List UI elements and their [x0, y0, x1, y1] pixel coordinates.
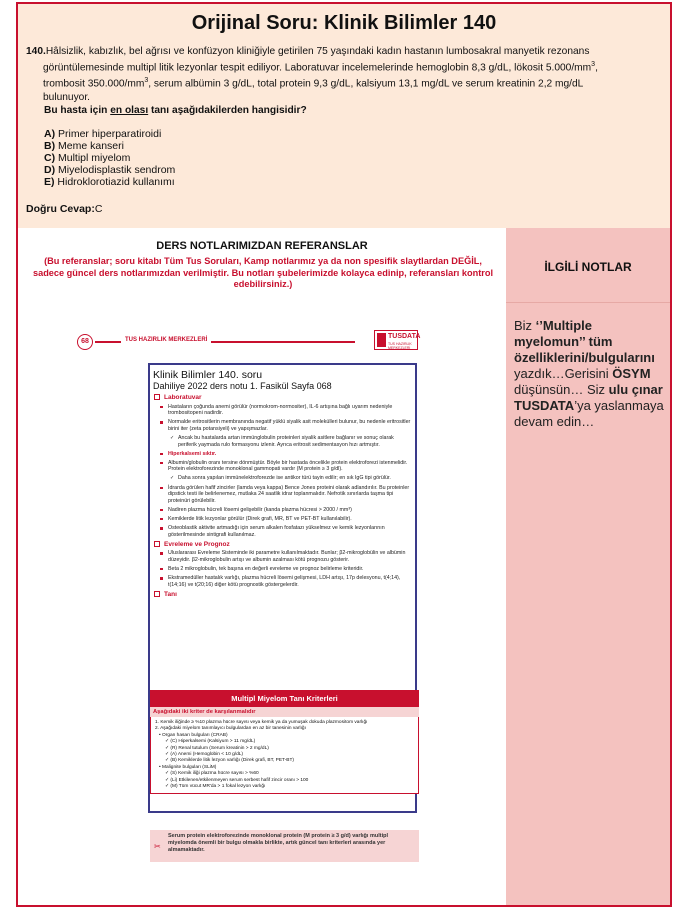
reference-box-subtitle: Dahiliye 2022 ders notu 1. Fasikül Sayfa 068	[153, 381, 332, 391]
section-tani: Tanı	[154, 591, 412, 599]
question-number: 140.	[26, 46, 46, 57]
option-c[interactable]: C) Multipl miyelom	[44, 152, 131, 164]
option-a[interactable]: A) Primer hiperparatiroidi	[44, 128, 162, 140]
question-text: 140.Hâlsizlik, kabızlık, bel ağrısı ve konfüzyon kliniğiyle getirilen 75 yaşındaki kadın hastanın lumbosakral manyetik rezonans görüntülemesinde multipl litik lezyonlar tespit ediliyor. Laboratuvar incelemelerinde hemoglobin 8,3 g/dL, lökosit $5.000/mm^3$, trombosit $350.000/mm^3$, serum albümin 3 g/dL, total protein 9,3 g/dL, kalsiyum 13,1 mg/dL ve serum kreatinin 2,2 mg/dL bulunuyor. Bu hasta için en olası tanı aşağıdakilerden hangisidir?	[26, 45, 626, 117]
criteria-line: 2. Aşağıdaki miyelom tanımlayıcı bulgulardan en az bir tanesinin varlığı	[155, 726, 306, 732]
notes-header	[506, 228, 670, 303]
criteria-line: ✓ (A) Anemi (Hemoglobin < 10 g/dL)	[165, 752, 244, 758]
notes-text: Biz ‘’Multiple myelomun’’ tüm özelliklerini/bulgularını yazdık…Gerisini ÖSYM düşünsün… Siz ulu çınar TUSDATA’ya yaslanmaya devam edin…	[514, 318, 664, 429]
option-e[interactable]: E) Hidroklorotiazid kullanımı	[44, 176, 175, 188]
section-evreleme: Evreleme ve Prognoz	[154, 541, 412, 549]
tusdata-logo: TUSDATA TUS HAZIRLIK MERKEZLERİ	[374, 330, 418, 350]
list-item: Osteoblastik aktivite artmadığı için serum alkalen fosfatazı yükselmez ve kemik lezyonlarının gösterilmesinde sintigrafi kullanılmaz.	[154, 525, 412, 538]
list-item: Albumin/globulin oranı tersine dönmüştür. Böyle bir hastada öncelikle protein elektroforezi istenmelidir. Protein elektroforezinde monoklonal gammopati vardır (M protein ≥ 3 g/dl).	[154, 460, 412, 473]
references-column	[18, 228, 506, 905]
diagnostic-criteria-table	[150, 690, 419, 794]
criteria-header: Multipl Miyelom Tanı Kriterleri	[150, 690, 419, 707]
reference-box	[148, 363, 417, 853]
list-item: Kemiklerde litik lezyonlar görülür (Direk grafi, MR, BT ve PET-BT kullanılabilir).	[154, 516, 412, 523]
notes-column	[506, 228, 670, 905]
page-title: Orijinal Soru: Klinik Bilimler 140	[191, 12, 497, 34]
checkbox-icon	[154, 541, 160, 547]
checkbox-icon	[154, 591, 160, 597]
criteria-subheader: Aşağıdaki iki kriter de karşılanmalıdır	[150, 707, 419, 717]
main-frame	[16, 2, 672, 907]
criteria-line: ✓ (C) Hiperkalsemi (Kalsiyum > 11 mg/dL)	[165, 739, 256, 745]
list-item: Uluslararası Evreleme Sisteminde iki parametre kullanılmaktadır. Bunlar; β2-mikroglobülin ve albümin düzeyidir. β2-mikroglobulin artışı ve albumin azalması kötü prognozu gösterir.	[154, 550, 412, 563]
list-item: Beta 2 mikroglobulin, tek başına en değerli evreleme ve prognoz belirleme kriteridir.	[154, 566, 412, 573]
sub-item: ✓ Ancak bu hastalarda artan immünglobulin proteinleri siyalik asitlere bağlanır ve sonuç olarak periferik yaymada rulo formasyonu izlenir. Ayrıca eritrosit sedimentasyon hızı artmıştır.	[154, 435, 412, 448]
list-item: Ekstramedüller hastalık varlığı, plazma hücreli lösemi gelişmesi, LDH artışı, 17p delesyonu, t(4;14), t(14;16) ve t(20;16) diğer kötü prognostik göstergelerdir.	[154, 575, 412, 588]
page-number: 68	[77, 334, 93, 350]
criteria-line: ✓ (Li) Etkilenen/etkilenmeyen serum serbest hafif zincir oranı > 100	[165, 777, 309, 783]
list-item: Normalde eritrositlerin membranında negatif yüklü siyalik asit molekülleri bulunur, bu nedenle eritrositler birini iter (zeta potansiyeli) ve yapışmazlar.	[154, 419, 412, 432]
sub-item: ✓ Daha sonra yapılan immünelektroforezde ise antikor türü tayin edilir; en sık IgG tipi görülür.	[154, 475, 412, 482]
list-item: Nadiren plazma hücreli lösemi gelişebilir (kanda plazma hücresi > 2000 / mm³)	[154, 507, 412, 514]
list-item: Hastaların çoğunda anemi görülür (normokrom-normositer), IL-6 artışına bağlı uyarım nedeniyle trombositopeni nadirdir.	[154, 404, 412, 417]
header-center-text: TUS HAZIRLIK MERKEZLERİ	[121, 337, 211, 343]
correct-answer: Doğru Cevap:C	[26, 203, 103, 215]
references-title: DERS NOTLARIMIZDAN REFERANSLAR	[156, 240, 368, 252]
list-item: İdrarda görülen hafif zincirler (lamda veya kappa) Bence Jones proteini olarak adlandırılır. Bu proteinler dipstick testi ile belirlenemez, mutlaka 24 saatlik idrar toplanmalıdır. Nefrotik sınırlarda taşma tipi proteinüri görülebilir.	[154, 485, 412, 505]
criteria-line: ✓ (B) Kemiklerde litik lezyon varlığı (Direk grafi, BT, PET-BT)	[165, 758, 295, 764]
criteria-line: 1. Kemik iliğinde ≥ %10 plazma hücre sayısı veya kemik ya da yumuşak dokuda plazmositom varlığı	[155, 720, 368, 725]
option-d[interactable]: D) Miyelodisplastik sendrom	[44, 164, 176, 176]
criteria-line: ✓ (S) Kemik iliği plazma hücre sayısı > %60	[165, 771, 259, 777]
list-item: Hiperkalsemi sıktır.	[154, 451, 412, 458]
answer-options	[44, 128, 175, 188]
checkbox-icon	[154, 394, 160, 400]
references-subtitle: (Bu referanslar; soru kitabı Tüm Tus Soruları, Kamp notlarımız ya da non spesifik slaytlardan DEĞİL, sadece güncel ders notlarımızdan verilmiştir. Bu notları şubelerimizde kolayca edinip, referansları kontrol edebilirsiniz.)	[32, 256, 494, 289]
section-laboratuvar: Laboratuvar	[154, 394, 412, 402]
book-content	[154, 393, 412, 600]
criteria-line: ✓ (R) Renal tutulum (Serum kreatinin > 2 mg/dL)	[165, 745, 269, 751]
footer-note: ✂ Serum protein elektroforezinde monoklonal protein (M protein ≥ 3 g/d) varlığı multipl miyelomda önemli bir bulgu olmakla birlikte, artık güncel tanı kriterleri arasında yer almamaktadır.	[150, 830, 419, 862]
reference-box-title: Klinik Bilimler 140. soru	[153, 369, 263, 381]
notes-title: İLGİLİ NOTLAR	[544, 260, 632, 274]
book-page-header	[73, 328, 448, 352]
question-panel	[18, 4, 670, 228]
criteria-line: • Malignite bulguları (SLiM)	[159, 764, 217, 770]
scissors-icon: ✂	[154, 842, 161, 851]
book-page	[73, 328, 448, 888]
criteria-line: ✓ (M) Tüm vücut MR'da > 1 fokal lezyon varlığı	[165, 784, 266, 790]
criteria-line: • Organ hasarı bulguları (CRAB)	[159, 732, 228, 738]
question-ask: Bu hasta için en olası tanı aşağıdakilerden hangisidir?	[44, 104, 307, 116]
logo-mark-icon	[377, 333, 386, 347]
option-b[interactable]: B) Meme kanseri	[44, 140, 124, 152]
criteria-body	[150, 717, 419, 794]
